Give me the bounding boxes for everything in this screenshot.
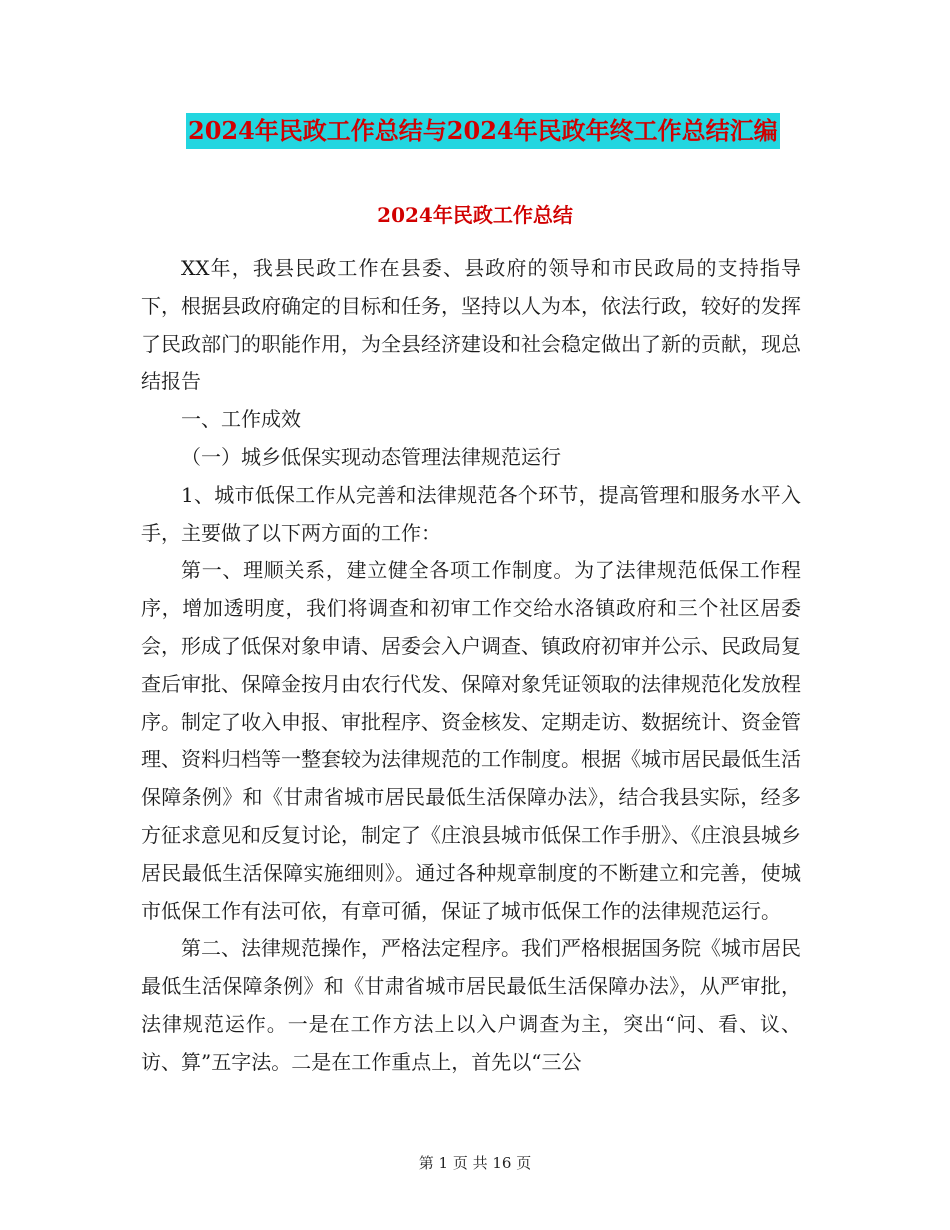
paragraph: 第一、理顺关系，建立健全各项工作制度。为了法律规范低保工作程序，增加透明度，我们将调查和初审工作交给水洛镇政府和三个社区居委会，形成了低保对象申请、居委会入户调查、镇政府初审并公示、民政局复查后审批、保障金按月由农行代发、保障对象凭证领取的法律规范化发放程序。制定了收入申报、审批程序、资金核发、定期走访、数据统计、资金管理、资料归档等一整套较为法律规范的工作制度。根据《城市居民最低生活保障条例》和《甘肃省城市居民最低生活保障办法》，结合我县实际，经多方征求意见和反复讨论，制定了《庄浪县城市低保工作手册》、《庄浪县城乡居民最低生活保障实施细则》。通过各种规章制度的不断建立和完善，使城市低保工作有法可依，有章可循，保证了城市低保工作的法律规范运行。: [141, 558, 801, 923]
paragraph: （一）城乡低保实现动态管理法律规范运行: [181, 444, 561, 469]
paragraph: 第二、法律规范操作，严格法定程序。我们严格根据国务院《城市居民最低生活保障条例》和《甘肃省城市居民最低生活保障办法》，从严审批，法律规范运作。一是在工作方法上以入户调查为主，突出“问、看、议、访、算”五字法。二是在工作重点上，首先以“三公: [141, 936, 801, 1074]
section-title: 2024年民政工作总结: [377, 203, 573, 227]
paragraph: 一、工作成效: [181, 407, 301, 432]
document-title: 2024年民政工作总结与2024年民政年终工作总结汇编: [186, 113, 780, 149]
paragraph: XX年，我县民政工作在县委、县政府的领导和市民政局的支持指导下，根据县政府确定的目标和任务，坚持以人为本，依法行政，较好的发挥了民政部门的职能作用，为全县经济建设和社会稳定做出了新的贡献，现总结报告: [141, 256, 801, 394]
document-body: [141, 250, 801, 1082]
page-number: 第 1 页 共 16 页: [418, 1154, 532, 1172]
paragraph: 1、城市低保工作从完善和法律规范各个环节，提高管理和服务水平入手，主要做了以下两方面的工作：: [141, 482, 801, 545]
